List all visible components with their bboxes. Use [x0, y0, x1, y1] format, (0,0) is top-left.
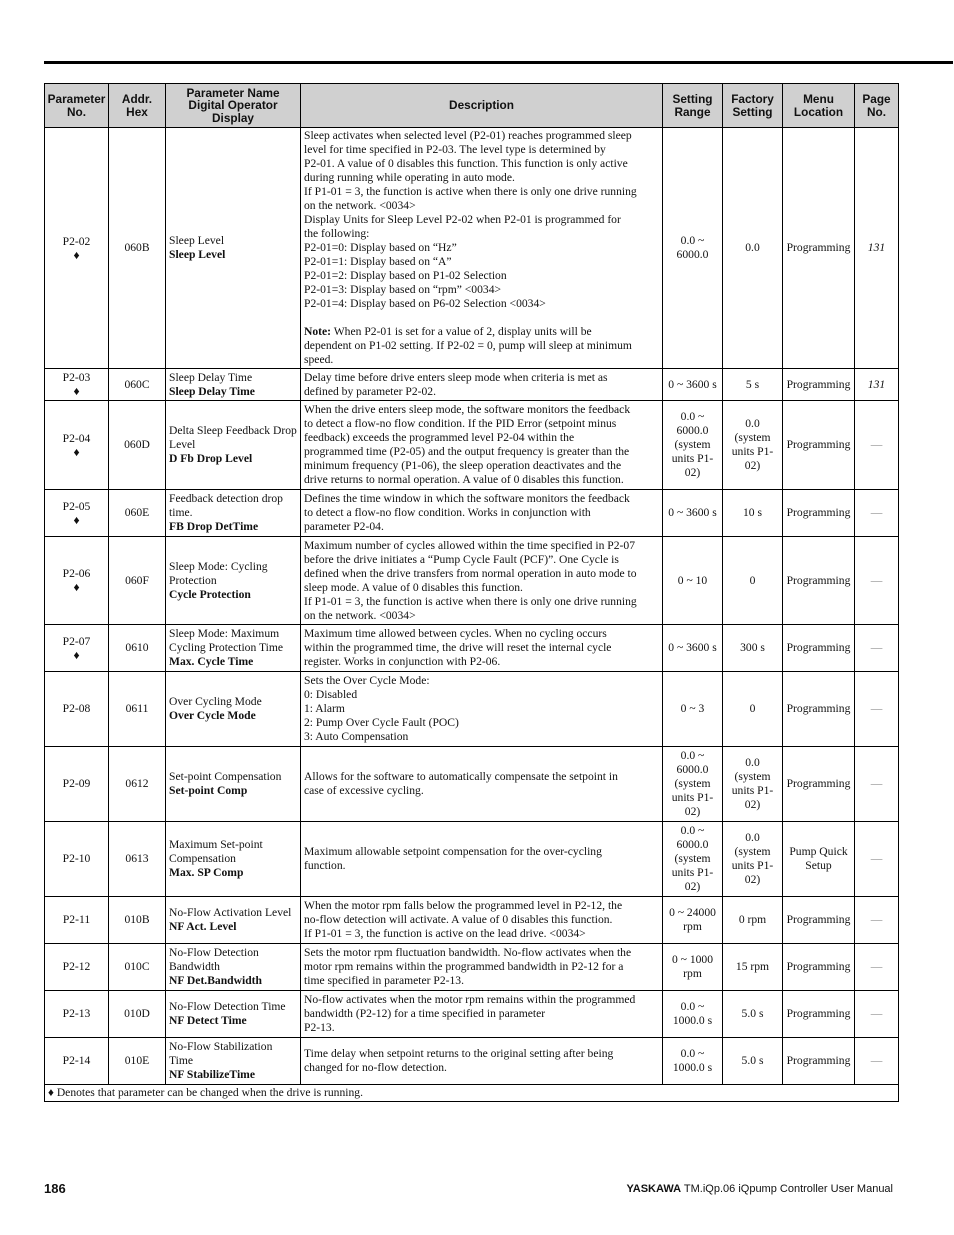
param-no-cell: [45, 537, 109, 625]
page-no: —: [855, 537, 899, 625]
param-no: P2-03: [62, 371, 91, 384]
header-param-name-line1: Parameter Name: [186, 85, 280, 100]
description-line: P2-01=3: Display based on “rpm” <0034>: [304, 283, 502, 296]
description-cell: [301, 128, 663, 369]
setting-range: 0.0 ~ 6000.0: [663, 128, 723, 369]
addr-hex: 060F: [109, 537, 166, 625]
setting-range: 0.0 ~ 1000.0 s: [663, 991, 723, 1038]
page-no: 131: [855, 128, 899, 369]
factory-setting: 0.0 (system units P1-02): [723, 822, 783, 897]
param-no: P2-14: [62, 1054, 91, 1067]
param-name: No-Flow Detection Time: [169, 1000, 286, 1013]
description-line: motor rpm remains within the programmed bandwidth in P2-12 for a: [304, 960, 624, 973]
param-no-cell: [45, 897, 109, 944]
table-row: [45, 747, 899, 822]
description-line: to detect a flow-no flow condition. Works in conjunction with: [304, 506, 591, 519]
operator-display: NF StabilizeTime: [169, 1068, 255, 1081]
factory-setting: 5.0 s: [723, 991, 783, 1038]
param-no: P2-07: [62, 634, 91, 648]
description-line: 3: Auto Compensation: [304, 730, 409, 743]
description-line: P2-13.: [304, 1021, 335, 1034]
description-line: Time delay when setpoint returns to the original setting after being: [304, 1047, 614, 1060]
description-cell: [301, 625, 663, 672]
page-no: —: [855, 401, 899, 490]
description-line: level for time specified in P2-03. The level type is determined by: [304, 143, 606, 156]
param-name-cell: [166, 537, 301, 625]
page-no: —: [855, 897, 899, 944]
description-line: Maximum number of cycles allowed within the time specified in P2-07: [304, 538, 635, 552]
description-line: P2-01=4: Display based on P6-02 Selection <0034>: [304, 297, 546, 310]
description-line: bandwidth (P2-12) for a time specified in parameter: [304, 1007, 546, 1020]
brand-name: YASKAWA: [626, 1183, 682, 1195]
factory-setting: 0: [723, 537, 783, 625]
operator-display: NF Detect Time: [169, 1014, 247, 1027]
setting-range: 0 ~ 10: [663, 537, 723, 625]
menu-location: Programming: [783, 672, 855, 747]
table-row: [45, 490, 899, 537]
parameter-table: [44, 83, 899, 1102]
param-name: No-Flow Stabilization Time: [169, 1040, 273, 1067]
description-line: no-flow detection will activate. A value of 0 disables this function.: [304, 913, 613, 926]
description-line: feedback) exceeds the programmed level P2-04 within the: [304, 431, 575, 444]
description-line: during running while operating in auto mode.: [304, 171, 515, 184]
param-name-cell: [166, 672, 301, 747]
param-no: P2-08: [62, 702, 91, 715]
param-no: P2-10: [62, 852, 91, 865]
description-line: No-flow activates when the motor rpm remains within the programmed: [304, 993, 636, 1006]
runtime-changeable-icon: ♦: [73, 580, 80, 594]
description-line: defined by parameter P2-02.: [304, 384, 436, 398]
runtime-changeable-icon: ♦: [73, 444, 80, 459]
table-row: [45, 625, 899, 672]
header-param-name-line2: Digital Operator: [188, 98, 278, 113]
param-name: Feedback detection drop time.: [169, 492, 283, 519]
page-no: —: [855, 991, 899, 1038]
description-line: P2-01=1: Display based on “A”: [304, 255, 452, 268]
manual-name: TM.iQp.06 iQpump Controller User Manual: [681, 1183, 893, 1195]
description-line: time specified in parameter P2-13.: [304, 974, 465, 987]
page-no: —: [855, 944, 899, 991]
factory-setting: 0.0: [723, 128, 783, 369]
page-number: 186: [44, 1181, 66, 1196]
menu-location: Programming: [783, 128, 855, 369]
param-no-cell: [45, 672, 109, 747]
menu-location: Programming: [783, 401, 855, 490]
description-line: P2-01=0: Display based on “Hz”: [304, 241, 457, 254]
table-row: [45, 672, 899, 747]
setting-range: 0 ~ 24000 rpm: [663, 897, 723, 944]
param-no: P2-04: [62, 431, 91, 445]
header-setting-range: Setting Range: [663, 84, 723, 128]
description-line: If P1-01 = 3, the function is active on the lead drive. <0034>: [304, 927, 586, 940]
description-line: before the drive initiates a “Pump Cycle Fault (PCF)”. One Cycle is: [304, 552, 619, 566]
operator-display: Sleep Delay Time: [169, 384, 255, 398]
description-line: 1: Alarm: [304, 702, 345, 715]
page-no: —: [855, 625, 899, 672]
description-line: programmed time (P2-05) and the output frequency is greater than the: [304, 445, 630, 458]
description-line: Maximum time allowed between cycles. When no cycling occurs: [304, 627, 607, 640]
note-line: dependent on P1-02 setting. If P2-02 = 0, pump will sleep at minimum: [304, 339, 632, 352]
header-param-no: Parameter No.: [45, 84, 109, 128]
param-name: Set-point Compensation: [169, 770, 282, 783]
description-line: 2: Pump Over Cycle Fault (POC): [304, 716, 459, 729]
table-row: [45, 991, 899, 1038]
param-name-cell: [166, 490, 301, 537]
page-no: —: [855, 747, 899, 822]
setting-range: 0 ~ 3600 s: [663, 625, 723, 672]
description-line: Delay time before drive enters sleep mode when criteria is met as: [304, 370, 608, 384]
page-no: —: [855, 672, 899, 747]
operator-display: D Fb Drop Level: [169, 452, 253, 465]
factory-setting: 0.0 (system units P1-02): [723, 747, 783, 822]
param-name: Sleep Level: [169, 234, 225, 247]
setting-range: 0.0 ~ 6000.0 (system units P1-02): [663, 822, 723, 897]
description-line: 0: Disabled: [304, 688, 358, 701]
setting-range: 0.0 ~ 6000.0 (system units P1-02): [663, 747, 723, 822]
addr-hex: 0611: [109, 672, 166, 747]
page-no: —: [855, 822, 899, 897]
operator-display: Over Cycle Mode: [169, 709, 256, 722]
factory-setting: 0: [723, 672, 783, 747]
param-name: No-Flow Detection Bandwidth: [169, 946, 259, 973]
header-param-name-line3: Display: [212, 110, 254, 125]
page-no: 131: [855, 369, 899, 401]
param-name-cell: [166, 1038, 301, 1085]
param-name-cell: [166, 747, 301, 822]
description-cell: [301, 401, 663, 490]
description-cell: [301, 822, 663, 897]
operator-display: NF Act. Level: [169, 920, 237, 933]
param-name: Sleep Mode: Cycling Protection: [169, 559, 268, 587]
operator-display: NF Det.Bandwidth: [169, 974, 262, 987]
factory-setting: 5 s: [723, 369, 783, 401]
menu-location: Programming: [783, 747, 855, 822]
note-text: When P2-01 is set for a value of 2, display units will be: [331, 325, 592, 338]
factory-setting: 15 rpm: [723, 944, 783, 991]
menu-location: Programming: [783, 1038, 855, 1085]
header-description: Description: [301, 84, 663, 128]
factory-setting: 0 rpm: [723, 897, 783, 944]
addr-hex: 010E: [109, 1038, 166, 1085]
param-no-cell: [45, 401, 109, 490]
description-line: on the network. <0034>: [304, 608, 416, 622]
table-header-row: [45, 84, 899, 128]
description-cell: [301, 537, 663, 625]
description-cell: [301, 747, 663, 822]
param-name: Maximum Set-point Compensation: [169, 838, 263, 865]
description-line: If P1-01 = 3, the function is active when there is only one drive running: [304, 594, 637, 608]
header-factory-setting: Factory Setting: [723, 84, 783, 128]
menu-location: Programming: [783, 991, 855, 1038]
description-line: P2-01=2: Display based on P1-02 Selection: [304, 269, 507, 282]
description-cell: [301, 991, 663, 1038]
param-name-cell: [166, 401, 301, 490]
table-row: [45, 369, 899, 401]
header-param-name: [166, 84, 301, 128]
setting-range: 0.0 ~ 1000.0 s: [663, 1038, 723, 1085]
addr-hex: 010D: [109, 991, 166, 1038]
param-no: P2-12: [62, 960, 91, 973]
factory-setting: 10 s: [723, 490, 783, 537]
menu-location: Programming: [783, 537, 855, 625]
description-line: on the network. <0034>: [304, 199, 416, 212]
header-menu-location: Menu Location: [783, 84, 855, 128]
param-no: P2-05: [62, 499, 91, 513]
description-cell: [301, 944, 663, 991]
description-line: changed for no-flow detection.: [304, 1061, 447, 1074]
page-no: —: [855, 490, 899, 537]
param-no-cell: [45, 991, 109, 1038]
setting-range: 0 ~ 3: [663, 672, 723, 747]
table-row: [45, 897, 899, 944]
description-line: register. Works in conjunction with P2-06.: [304, 655, 501, 668]
runtime-changeable-icon: ♦: [73, 512, 80, 527]
param-no: P2-06: [62, 567, 91, 580]
addr-hex: 060D: [109, 401, 166, 490]
description-line: Allows for the software to automatically compensate the setpoint in: [304, 770, 618, 783]
table-body: [45, 128, 899, 1085]
setting-range: 0 ~ 3600 s: [663, 490, 723, 537]
param-no: P2-02: [62, 234, 91, 248]
param-no-cell: [45, 490, 109, 537]
param-name: Sleep Delay Time: [169, 370, 253, 384]
setting-range: 0 ~ 1000 rpm: [663, 944, 723, 991]
operator-display: FB Drop DetTime: [169, 520, 259, 533]
table-row: [45, 401, 899, 490]
description-line: minimum frequency (P1-06), the sleep operation deactivates and the: [304, 459, 622, 472]
param-name: Sleep Mode: Maximum Cycling Protection Time: [169, 627, 284, 654]
operator-display: Sleep Level: [169, 248, 226, 261]
table-row: [45, 822, 899, 897]
footnote-row: [45, 1085, 899, 1102]
description-line: If P1-01 = 3, the function is active when there is only one drive running: [304, 185, 637, 198]
operator-display: Max. SP Comp: [169, 866, 244, 879]
param-name-cell: [166, 991, 301, 1038]
table-row: [45, 1038, 899, 1085]
page-no: —: [855, 1038, 899, 1085]
description-line: Sets the Over Cycle Mode:: [304, 674, 430, 687]
addr-hex: 0612: [109, 747, 166, 822]
menu-location: Programming: [783, 490, 855, 537]
description-line: parameter P2-04.: [304, 520, 384, 533]
operator-display: Cycle Protection: [169, 587, 251, 601]
runtime-changeable-icon: ♦: [73, 647, 80, 662]
param-no-cell: [45, 625, 109, 672]
description-cell: [301, 897, 663, 944]
description-line: Display Units for Sleep Level P2-02 when P2-01 is programmed for: [304, 213, 621, 226]
table-row: [45, 944, 899, 991]
addr-hex: 010C: [109, 944, 166, 991]
setting-range: 0 ~ 3600 s: [663, 369, 723, 401]
runtime-changeable-icon: ♦: [73, 247, 80, 262]
param-no-cell: [45, 822, 109, 897]
description-line: sleep mode. A value of 0 disables this function.: [304, 580, 523, 594]
description-cell: [301, 490, 663, 537]
note-line: [304, 325, 659, 339]
param-name-cell: [166, 822, 301, 897]
note-line: speed.: [304, 353, 334, 366]
addr-hex: 010B: [109, 897, 166, 944]
factory-setting: 0.0 (system units P1-02): [723, 401, 783, 490]
description-line: When the drive enters sleep mode, the software monitors the feedback: [304, 403, 631, 416]
runtime-changeable-icon: ♦: [73, 384, 80, 398]
addr-hex: 0613: [109, 822, 166, 897]
description-line: case of excessive cycling.: [304, 784, 424, 797]
factory-setting: 300 s: [723, 625, 783, 672]
description-line: the following:: [304, 227, 370, 240]
description-line: defined when the drive transfers from normal operation in auto mode to: [304, 566, 637, 580]
description-line: drive returns to normal operation. A value of 0 disables this function.: [304, 473, 624, 486]
param-name: No-Flow Activation Level: [169, 906, 292, 919]
description-line: within the programmed time, the drive will reset the internal cycle: [304, 641, 612, 654]
param-name: Over Cycling Mode: [169, 695, 262, 708]
param-name-cell: [166, 625, 301, 672]
table-row: [45, 128, 899, 369]
header-page-no: Page No.: [855, 84, 899, 128]
param-no-cell: [45, 128, 109, 369]
menu-location: Pump Quick Setup: [783, 822, 855, 897]
description-line: Sets the motor rpm fluctuation bandwidth. No-flow activates when the: [304, 946, 632, 959]
description-line: When the motor rpm falls below the programmed level in P2-12, the: [304, 899, 623, 912]
description-spacer: [304, 311, 659, 325]
param-no-cell: [45, 369, 109, 401]
menu-location: Programming: [783, 369, 855, 401]
param-no: P2-11: [62, 913, 91, 926]
param-name-cell: [166, 944, 301, 991]
description-line: Defines the time window in which the software monitors the feedback: [304, 492, 630, 505]
description-line: function.: [304, 859, 346, 872]
description-line: to detect a flow-no flow condition. If the PID Error (setpoint minus: [304, 417, 617, 430]
description-line: P2-01. A value of 0 disables this function. This function is only active: [304, 157, 628, 170]
param-name-cell: [166, 128, 301, 369]
param-no: P2-09: [62, 777, 91, 790]
addr-hex: 060E: [109, 490, 166, 537]
description-cell: [301, 369, 663, 401]
note-label: Note:: [304, 325, 332, 338]
description-line: Maximum allowable setpoint compensation for the over-cycling: [304, 845, 602, 858]
param-name: Delta Sleep Feedback Drop Level: [169, 424, 297, 451]
operator-display: Set-point Comp: [169, 784, 248, 797]
top-rule: [44, 61, 953, 64]
description-cell: [301, 1038, 663, 1085]
manual-title: [626, 1183, 893, 1195]
param-name-cell: [166, 897, 301, 944]
param-no-cell: [45, 747, 109, 822]
header-addr-hex: Addr. Hex: [109, 84, 166, 128]
addr-hex: 060B: [109, 128, 166, 369]
menu-location: Programming: [783, 897, 855, 944]
param-no-cell: [45, 1038, 109, 1085]
menu-location: Programming: [783, 944, 855, 991]
param-name-cell: [166, 369, 301, 401]
param-no-cell: [45, 944, 109, 991]
addr-hex: 0610: [109, 625, 166, 672]
factory-setting: 5.0 s: [723, 1038, 783, 1085]
param-no: P2-13: [62, 1007, 91, 1020]
footnote: ♦ Denotes that parameter can be changed when the drive is running.: [45, 1085, 899, 1102]
description-cell: [301, 672, 663, 747]
menu-location: Programming: [783, 625, 855, 672]
addr-hex: 060C: [109, 369, 166, 401]
description-line: Sleep activates when selected level (P2-01) reaches programmed sleep: [304, 129, 632, 142]
table-row: [45, 537, 899, 625]
operator-display: Max. Cycle Time: [169, 655, 254, 668]
setting-range: 0.0 ~ 6000.0 (system units P1-02): [663, 401, 723, 490]
